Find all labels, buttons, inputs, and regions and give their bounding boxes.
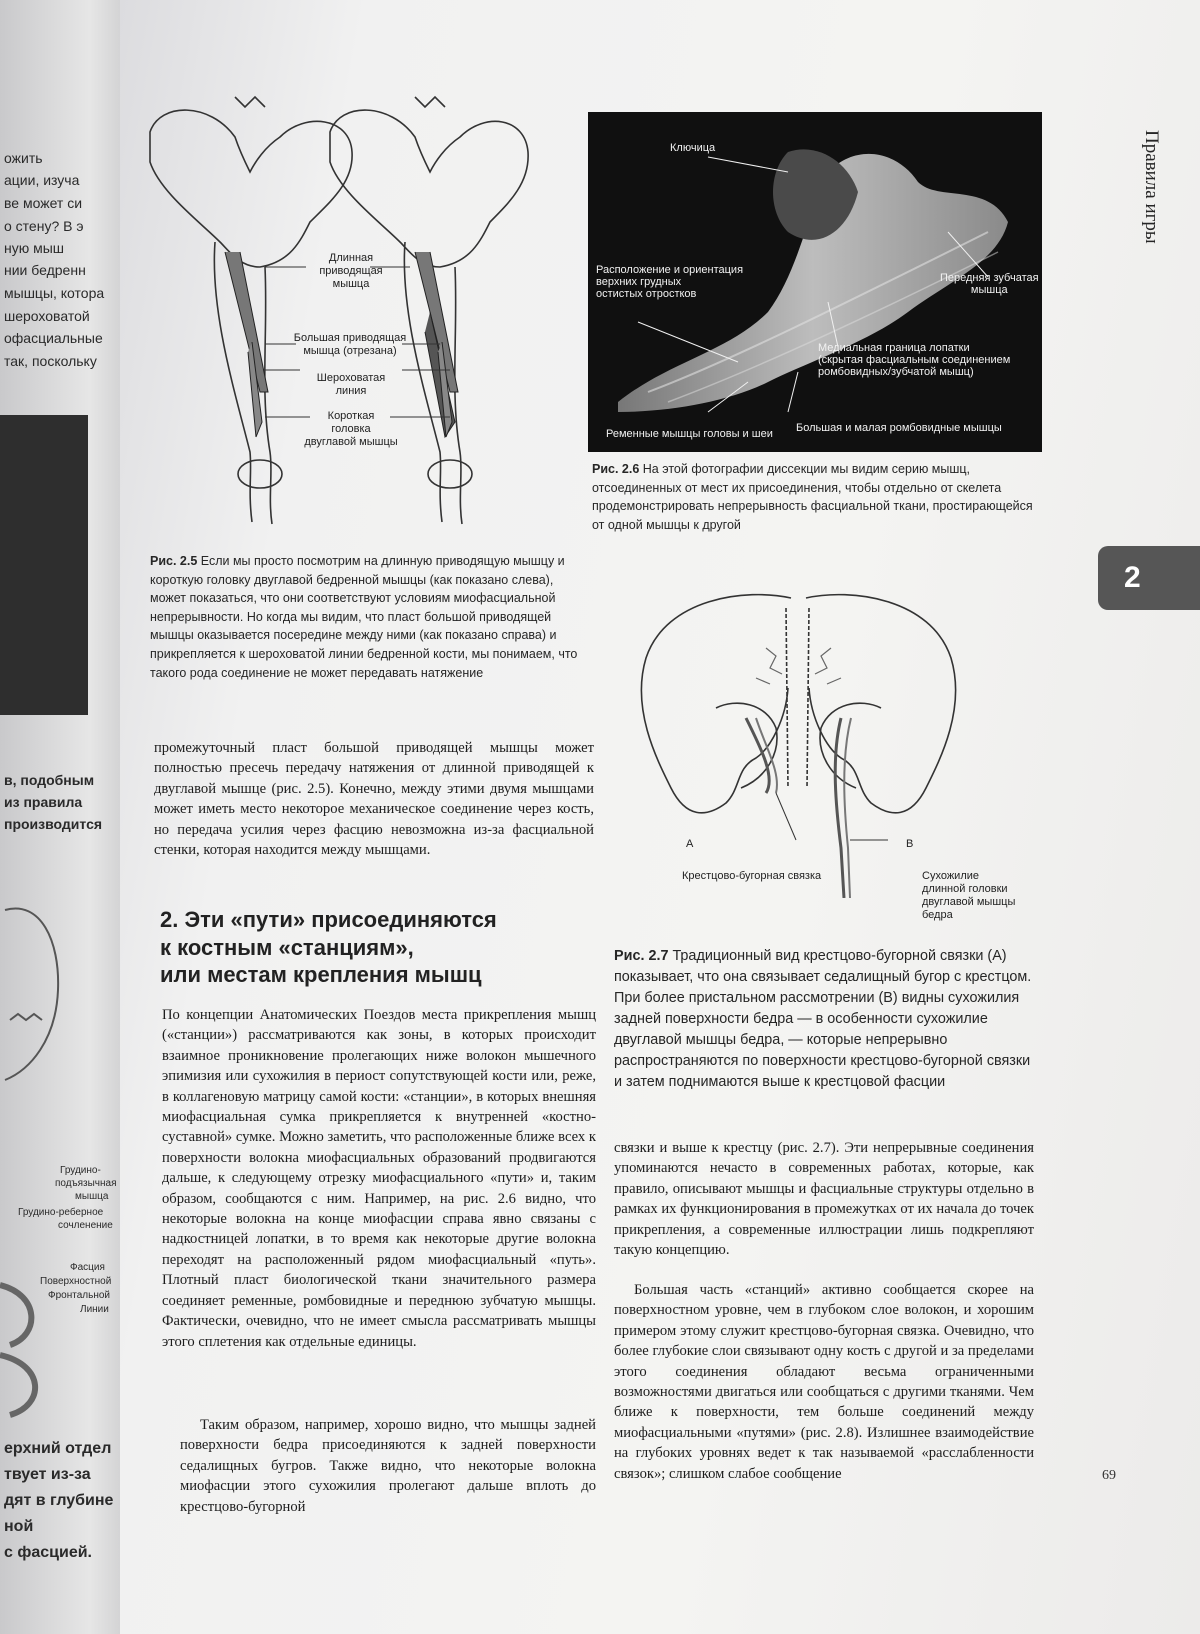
caption-number: Рис. 2.7 [614, 948, 669, 964]
left-page-text: ации, изуча [4, 172, 80, 188]
fig27-label-tendon: Сухожилие длинной головки двуглавой мышцы бедра [922, 870, 1016, 921]
left-page-label: мышца [75, 1191, 109, 1202]
left-page-text: твует из-за [4, 1466, 91, 1483]
fig25-label-big-adductor: Большая приводящая мышца (отрезана) [293, 332, 407, 357]
left-page-text: шероховатой [4, 308, 90, 324]
left-page-text: нии бедренн [4, 262, 86, 278]
fig26-label-position: Расположение и ориентация верхних грудных остистых отростков [596, 264, 744, 300]
left-page-label: подъязычная [55, 1178, 117, 1189]
left-page-label: Фронтальной [48, 1290, 110, 1301]
left-page-text: о стену? В э [4, 218, 84, 234]
figure-2-5-caption [150, 552, 592, 682]
caption-number: Рис. 2.6 [592, 462, 640, 476]
left-page-text: ве может си [4, 195, 83, 211]
left-page-label: Линии [80, 1304, 109, 1315]
left-page-label: Фасция [70, 1262, 105, 1273]
figure-2-6-caption [592, 460, 1046, 534]
left-page-text: так, поскольку [4, 353, 97, 369]
left-page-skull-sketch [0, 900, 70, 1100]
paragraph-top: промежуточный пласт большой приводящей мышцы может полностью пресечь передачу натяжения от длинной приводящей к двуглавой мышце (рис. 2.5). Конечно, между этими двумя мышцами может иметь место некоторое механическое соединение через кость, но передача усилия через фасцию невозможна из-за фасциальной стенки, которая находится между мышцами. [154, 740, 594, 859]
left-page-photo [0, 415, 88, 715]
figure-2-6-photo [588, 112, 1042, 452]
fig25-label-short-head: Короткая головка двуглавой мышцы [304, 410, 398, 448]
paragraph-3: связки и выше к крестцу (рис. 2.7). Эти непрерывные соединения упоминаются нечасто в современных работах, которые, как правило, описывают мышцы и фасциальные структуры отдельно в рамках их функционирования в промежутках от их начала до точек прикрепления, а современные иллюстрации лишь подкрепляют такую концепцию. [614, 1140, 1034, 1259]
left-page-text: дят в глубине [4, 1492, 114, 1509]
figure-2-7-illustration [626, 588, 1056, 898]
fig27-label-a: A [686, 838, 694, 850]
fig26-label-clavicle: Ключица [670, 142, 716, 154]
running-header: Правила игры [1141, 130, 1162, 244]
left-page-text: офасциальные [4, 330, 103, 346]
left-page-label: Поверхностной [40, 1276, 112, 1287]
left-page-text: в, подобным [4, 772, 95, 788]
fig25-label-linea: Шероховатая линия [316, 372, 386, 397]
fig26-label-splenius: Ременные мышцы головы и шеи [606, 428, 773, 440]
fig27-label-b: B [906, 838, 914, 850]
left-page-text: ожить [4, 150, 43, 166]
paragraph-1: По концепции Анатомических Поездов места прикрепления мышц («станции») рассматриваются как зоны, в которых происходит взаимное проникновение пролегающих ниже волокон мышечного эпимизия или сухожилия в периост сопутствующей кости или, реже, в коллагеновую матрицу самой кости: «станции», в которых внешняя миофасциальная сумка прикрепляется к внутренней «костно-суставной» сумке. Можно заметить, что расположенные ближе всех к поверхности волокна миофасциальных образований продвигаются дальше, к следующему отрезку миофасциального «пути» и, таким образом, сообщаются с ним. Например, на рис. 2.6 видно, что некоторые волокна на конце миофасции справа явно связаны с надкостницей лопатки, в то время как некоторые другие волокна переходят на расположенный рядом миофасциальный «путь». Плотный пласт биологической ткани значительного размера соединяет ременные, ромбовидные и переднюю зубчатую мышцы. Фактически, очевидно, что не имеет смысла рассматривать мышцы этого сплетения как отдельные единицы. [162, 1007, 596, 1350]
left-page-text: производится [4, 816, 103, 832]
fig27-label-ligament: Крестцово-бугорная связка [682, 870, 822, 882]
section-heading: 2. Эти «пути» присоединяются к костным «станциям», или местам крепления мышц [160, 907, 497, 987]
left-page-text: ную мыш [4, 240, 65, 256]
left-page-label: Грудино-реберное [18, 1207, 104, 1218]
left-page-text: ерхний отдел [4, 1440, 112, 1457]
fig25-label-long-adductor: Длинная приводящая мышца [319, 252, 383, 290]
left-page-label: сочленение [58, 1220, 113, 1231]
left-page-edge [0, 0, 128, 1634]
figure-2-7-caption [614, 946, 1038, 1093]
chapter-tab: 2 [1098, 546, 1200, 610]
paragraph-4: Большая часть «станций» активно сообщается скорее на поверхностном уровне, чем в глубоком слое волокон, и хорошим примером этому служит крестцово-бугорная связка. Очевидно, что более глубокие слои связывают одну кость с другой и за пределами этого соединения обладают весьма ограниченными возможностями двигаться или сообщаться с другими тканями. Чем ближе к поверхности, тем больше соединений между миофасциальными «путями» (рис. 2.8). Излишнее взаимодействие на глубоких уровнях ведет к так называемой «расслабленности связок»; слишком слабое сообщение [614, 1282, 1034, 1482]
left-page-text: ной [4, 1518, 34, 1535]
caption-text: Если мы просто посмотрим на длинную приводящую мышцу и короткую головку двуглавой бедренной мышцы (как показано слева), может показаться, что они соответствуют условиям миофасциальной непрерывности. Но когда мы видим, что пласт большой приводящей мышцы оказывается посередине между ними (как показано справа) и прикрепляется к шероховатой линии бедренной кости, мы понимаем, что такого рода соединение не может передавать натяжение [150, 554, 578, 680]
figure-2-5-illustration [140, 92, 530, 542]
caption-text: Традиционный вид крестцово-бугорной связки (A) показывает, что она связывает седалищный бугор с крестцом. При более пристальном рассмотрении (B) видны сухожилия задней поверхности бедра — в особенности сухожилие двуглавой мышцы бедра, — которые непрерывно распространяются по поверхности крестцово-бугорной связки и затем поднимаются выше к крестцовой фасции [614, 948, 1032, 1090]
left-page-ribs-sketch [0, 1275, 60, 1435]
left-page-text: с фасцией. [4, 1544, 92, 1561]
left-page-label: Грудино- [60, 1165, 101, 1176]
caption-number: Рис. 2.5 [150, 554, 198, 568]
left-page-text: мышцы, котора [4, 285, 105, 301]
paragraph-2: Таким образом, например, хорошо видно, что мышцы задней поверхности бедра присоединяются к задней поверхности седалищных бугров. Также видно, что некоторые волокна миофасции этого сухожилия пролегают дальше вплоть до крестцово-бугорной [180, 1417, 596, 1515]
page-number: 69 [1102, 1468, 1116, 1483]
fig26-label-rhomboids: Большая и малая ромбовидные мышцы [796, 422, 1002, 434]
fig26-label-medial-border: Медиальная граница лопатки (скрытая фасциальным соединением ромбовидных/зубчатой мышц) [818, 342, 1011, 378]
fig26-label-serratus: Передняя зубчатая мышца [940, 272, 1039, 296]
caption-text: На этой фотографии диссекции мы видим серию мышц, отсоединенных от мест их присоединения, чтобы отдельно от скелета продемонстрировать непрерывность фасциальной ткани, простирающейся от одной мышцы к другой [592, 462, 1033, 532]
left-page-text: из правила [4, 794, 83, 810]
